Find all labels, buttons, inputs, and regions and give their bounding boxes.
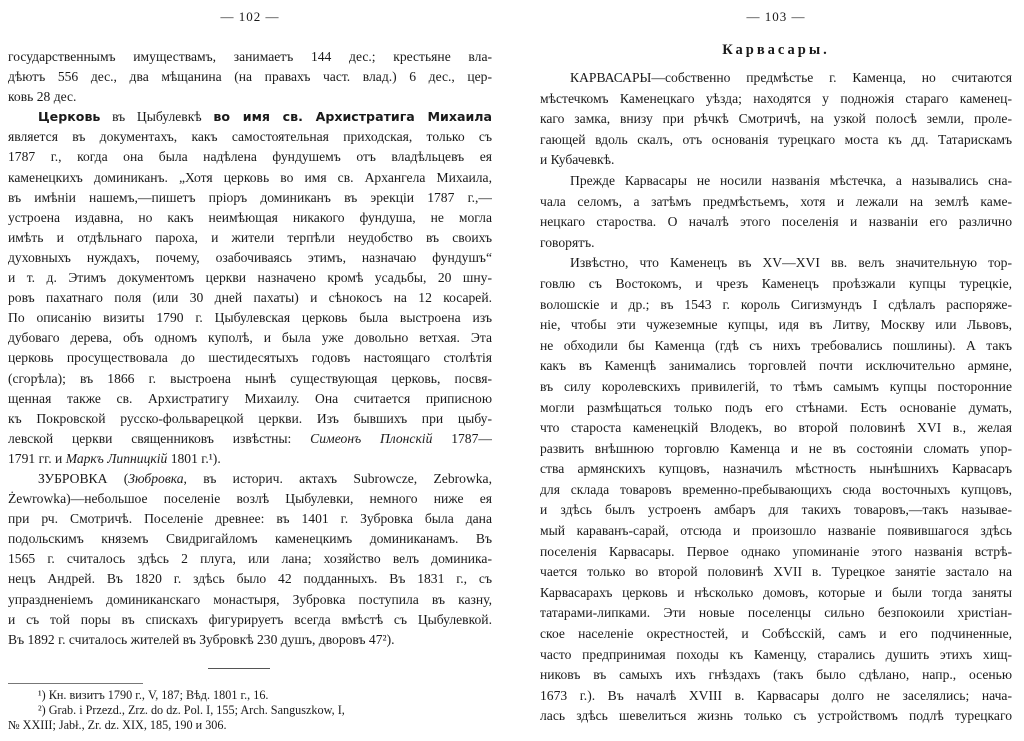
text-line	[8, 509, 492, 529]
text-segment: могли размѣщаться только подъ его стѣнами. Есть основанiе думать,	[540, 399, 1012, 415]
text-segment: 1565 г. считалось здѣсь 2 плуга, или лана; хозяйство велъ доминика-	[8, 551, 492, 567]
text-line	[540, 542, 1012, 563]
text-segment: ковь 28 дес.	[8, 89, 77, 105]
text-line	[540, 212, 1012, 233]
footnote: № XXIII; Jabł., Zr. dz. XIX, 185, 190 и 306.	[8, 718, 227, 732]
page-number: — 102 —	[220, 9, 280, 24]
text-segment: никовъ въ самыхъ ихъ гнѣздахъ (такъ было сдѣлано, напр., осенью	[540, 667, 1012, 683]
text-segment: и т. д. Этимъ документомъ церкви назначено кромѣ усадьбы, 20 шну-	[8, 270, 492, 286]
text-segment: имѣть и отдѣльнаго пароха, и жители терпѣли неудобство въ своихъ	[8, 229, 492, 245]
text-segment: не обходили бы Каменца (гдѣ съ нихъ требовались пошлины). А такъ	[540, 337, 1012, 353]
text-segment: что староста каменецкiй Влодекъ, во второй половинѣ XVI в., желая	[540, 420, 1012, 436]
text-segment: ства армянскихъ купцовъ, назначилъ мѣстность нынѣшнихъ Карвасаръ	[540, 461, 1012, 477]
bold-text: во имя св. Архистратига Михаила	[213, 109, 492, 125]
text-line	[8, 469, 492, 489]
text-line	[8, 47, 492, 67]
text-line	[8, 429, 492, 449]
page-body	[8, 47, 492, 650]
text-segment: и Кубачевкѣ.	[540, 152, 615, 168]
text-line	[540, 192, 1012, 213]
text-line	[8, 87, 492, 107]
text-segment: 1801 г.¹).	[167, 450, 221, 466]
text-line	[540, 418, 1012, 439]
text-segment: нецъ Андрей. Въ 1820 г. здѣсь было 42 подданныхъ. Въ 1831 г., съ	[8, 571, 492, 587]
text-segment: нiе, чтобы эти чужеземные купцы, идя въ Литву, Москву или Львовъ,	[540, 317, 1012, 333]
text-line	[8, 409, 492, 429]
text-segment: и здѣсь былъ устроенъ амбаръ для такихъ товаровъ,—такъ называе-	[540, 502, 1012, 518]
text-segment: 1791 гг. и	[8, 450, 66, 466]
text-segment: для склада товаровъ временно-пребывающихъ сюда восточныхъ купцовъ,	[540, 481, 1012, 497]
text-segment: дѣютъ 556 дес., два мѣщанина (на правахъ част. влад.) 6 дес., цер-	[8, 69, 492, 85]
text-segment: татарами-липками. Эти новые поселенцы сильно безпокоили христiан-	[540, 605, 1012, 621]
section-title: Карвасары.	[722, 42, 830, 58]
text-segment: ское населенiе окрестностей, и Собѣсскiй, самъ и его подчиненные,	[540, 626, 1012, 642]
text-segment: ровъ пахатнаго поля (или 30 дней пахаты) и сѣнокосъ на 12 косарей.	[8, 290, 492, 306]
text-line	[8, 67, 492, 87]
text-line	[8, 489, 492, 509]
text-segment: ЗУБРОВКА (	[38, 470, 129, 486]
text-line	[540, 89, 1012, 110]
italic-text: Зюбровка	[128, 470, 184, 486]
text-segment: дубоваго дерева, объ одномъ куполѣ, и была уже довольно ветхая. Эта	[8, 330, 492, 346]
page-body	[540, 68, 1012, 727]
text-segment: церковь просуществовала до шестидесятыхъ годовъ настоящаго столѣтiя	[8, 350, 492, 366]
text-line	[540, 562, 1012, 583]
text-segment: упраздненiемъ доминиканскаго монастыря, Зубровка поступила въ казну,	[8, 591, 492, 607]
text-segment: 1787 г., когда она была надѣлена фундушемъ отъ владѣльцевъ ея	[8, 149, 492, 165]
text-line	[540, 500, 1012, 521]
text-segment: и съ той поры въ спискахъ фигурируетъ всегда вмѣстѣ съ Цыбулевкой.	[8, 611, 492, 627]
text-line	[8, 590, 492, 610]
text-segment: , въ историч. актахъ Subrowcze, Zebrowka,	[183, 470, 492, 486]
text-line	[540, 295, 1012, 316]
text-line	[540, 150, 1012, 171]
text-line	[540, 171, 1012, 192]
text-segment: (сгорѣла); въ 1866 г. выстроена нынѣ существующая церковь, посвя-	[8, 370, 492, 386]
text-segment: духовныхъ нуждахъ, почему, озабочиваясь этимъ, назначаю фундушъ“	[8, 249, 492, 265]
text-line	[540, 521, 1012, 542]
text-line	[540, 68, 1012, 89]
text-segment: поселенiя Карвасары. Первое однако упоминанiе этого названiя встрѣ-	[540, 543, 1012, 559]
text-line	[540, 109, 1012, 130]
text-line	[540, 315, 1012, 336]
text-segment: какъ въ Каменцѣ занимались торговлей почти исключительно армяне,	[540, 358, 1012, 374]
text-line	[540, 706, 1012, 727]
text-segment: часто предпринимая походы къ Каменцу, старались душить этихъ хищ-	[540, 646, 1012, 662]
text-line	[540, 377, 1012, 398]
text-segment: 1787—	[432, 430, 492, 446]
text-line	[540, 624, 1012, 645]
text-line	[540, 439, 1012, 460]
text-segment: мый караванъ-сарай, отсюда и произошло названiе появившагося здѣсь	[540, 523, 1012, 539]
footnote-rule	[8, 683, 143, 684]
text-line	[540, 336, 1012, 357]
text-segment: къ Покровской русско-фольварецкой церкви. Изъ бывшихъ при цыбу-	[8, 410, 492, 426]
text-segment: Въ 1892 г. считалось жителей въ Зубровкѣ 230 душъ, дворовъ 47²).	[8, 631, 395, 647]
text-segment: государственнымъ имуществамъ, занимаетъ 144 дес.; крестьяне вла-	[8, 49, 492, 64]
text-segment: чается только во второй половинѣ XVII в. Турецкое занятiе застало на	[540, 564, 1012, 580]
text-segment: чала селомъ, а затѣмъ предмѣстьемъ, хотя и лежали на землѣ каме-	[540, 193, 1012, 209]
text-segment: каменецкихъ доминиканъ. „Хотя церковь во имя св. Архангела Михаила,	[8, 169, 492, 185]
text-line	[8, 127, 492, 147]
text-segment: въ силу королевскихъ привилегiй, то тѣмъ самымъ купцы посторонние	[540, 378, 1012, 394]
page-number: — 103 —	[746, 9, 806, 24]
text-segment: Извѣстно, что Каменецъ въ XV—XVI вв. велъ значительную тор-	[570, 255, 1012, 271]
text-line	[540, 356, 1012, 377]
text-line	[8, 248, 492, 268]
text-line	[8, 228, 492, 248]
text-segment: Прежде Карвасары не носили названiя мѣстечка, а назывались сна-	[570, 172, 1012, 188]
footnote: ²) Grab. i Przezd., Zrz. do dz. Pol. I, 155; Arch. Sanguszkow, I,	[38, 703, 345, 717]
text-segment: въ Цыбулевкѣ	[100, 109, 214, 125]
text-segment: говлю съ Востокомъ, и чрезъ Каменецъ проѣзжали купцы турецкiе,	[540, 275, 1012, 291]
footnotes	[8, 688, 492, 733]
footnote: ¹) Кн. визитъ 1790 г., V, 187; Вѣд. 1801 г., 16.	[38, 688, 269, 702]
text-line	[540, 233, 1012, 254]
text-line	[540, 686, 1012, 707]
text-line	[8, 308, 492, 328]
text-segment: волошскiе и др.; въ 1543 г. король Сигизмундъ I сдѣлалъ распоряже-	[540, 296, 1012, 312]
text-line	[8, 168, 492, 188]
text-line	[540, 645, 1012, 666]
text-segment: Żewrowka)—небольшое поселенiе возлѣ Цыбулевки, немного ниже ея	[8, 491, 492, 507]
text-segment: левской церкви священниковъ извѣстны:	[8, 430, 311, 446]
text-line	[8, 389, 492, 409]
italic-text: Маркъ Липницкiй	[65, 450, 168, 466]
text-line	[8, 147, 492, 167]
text-segment: говорятъ.	[540, 234, 595, 250]
text-line	[540, 583, 1012, 604]
text-segment: 1673 г.). Въ началѣ XVIII в. Карвасары долго не заселялись; нача-	[540, 687, 1012, 703]
text-line	[540, 130, 1012, 151]
text-line	[540, 665, 1012, 686]
text-line	[540, 459, 1012, 480]
text-line	[8, 569, 492, 589]
text-segment: каго замка, внизу при рѣчкѣ Смотричѣ, на узкой полосѣ земли, проле-	[540, 111, 1012, 127]
text-segment: мѣстечкомъ Каменецкаго уѣзда; находятся у подножiя стараго каменец-	[540, 90, 1012, 106]
section-divider	[208, 668, 270, 669]
text-line	[8, 369, 492, 389]
text-line	[8, 208, 492, 228]
text-segment: лась здѣсь шевелиться жизнь только съ устройствомъ подлѣ турецкаго	[540, 708, 1012, 724]
text-segment: щенная также св. Архистратигу Михаилу. Она считается приписною	[8, 390, 492, 406]
text-segment: КАРВАСАРЫ—собственно предмѣстье г. Каменца, но считаются	[570, 70, 1012, 85]
text-line	[8, 188, 492, 208]
text-segment: нецкаго староства. О началѣ этого поселенiя и названiи его различно	[540, 214, 1012, 230]
text-line	[8, 630, 492, 650]
text-segment: Карвасарахъ церковь и нѣсколько домовъ, которые и были тогда заняты	[540, 584, 1012, 600]
text-line	[540, 398, 1012, 419]
text-segment: при рч. Смотричѣ. Поселенiе древнее: въ 1401 г. Зубровка была дана	[8, 511, 492, 527]
text-line	[8, 610, 492, 630]
text-line	[8, 268, 492, 288]
text-line	[8, 348, 492, 368]
text-line	[540, 480, 1012, 501]
left-page	[8, 0, 492, 741]
text-line	[8, 288, 492, 308]
text-segment: По описанiю визиты 1790 г. Цыбулевская церковь была выстроена изъ	[8, 310, 492, 326]
text-segment: гающей вдоль скалъ, отъ основанiя турецкаго моста къ дд. Татарискамъ	[540, 131, 1012, 147]
text-line	[8, 529, 492, 549]
text-segment: является въ документахъ, какъ самостоятельная приходская, только съ	[8, 129, 492, 145]
text-line	[540, 253, 1012, 274]
text-line	[8, 328, 492, 348]
text-segment: развить внѣшнюю торговлю Каменца и не въ состоянiи сломать упор-	[540, 440, 1012, 456]
text-line	[8, 107, 492, 127]
text-segment: устроена издавна, но какъ неимѣющая никакого фундуша, не могла	[8, 209, 492, 225]
bold-text: Церковь	[38, 109, 101, 125]
text-segment: подольскимъ княземъ Свидригайломъ каменецкимъ доминиканамъ. Въ	[8, 531, 492, 547]
text-line	[8, 549, 492, 569]
text-line	[540, 274, 1012, 295]
text-line	[8, 449, 492, 469]
italic-text: Симеонъ Плонскiй	[310, 430, 433, 446]
text-segment: въ имѣнiи нашемъ,—пишетъ прiоръ доминиканъ въ эрекцiи 1787 г.,—	[8, 189, 492, 205]
right-page	[540, 0, 1012, 741]
text-line	[540, 603, 1012, 624]
